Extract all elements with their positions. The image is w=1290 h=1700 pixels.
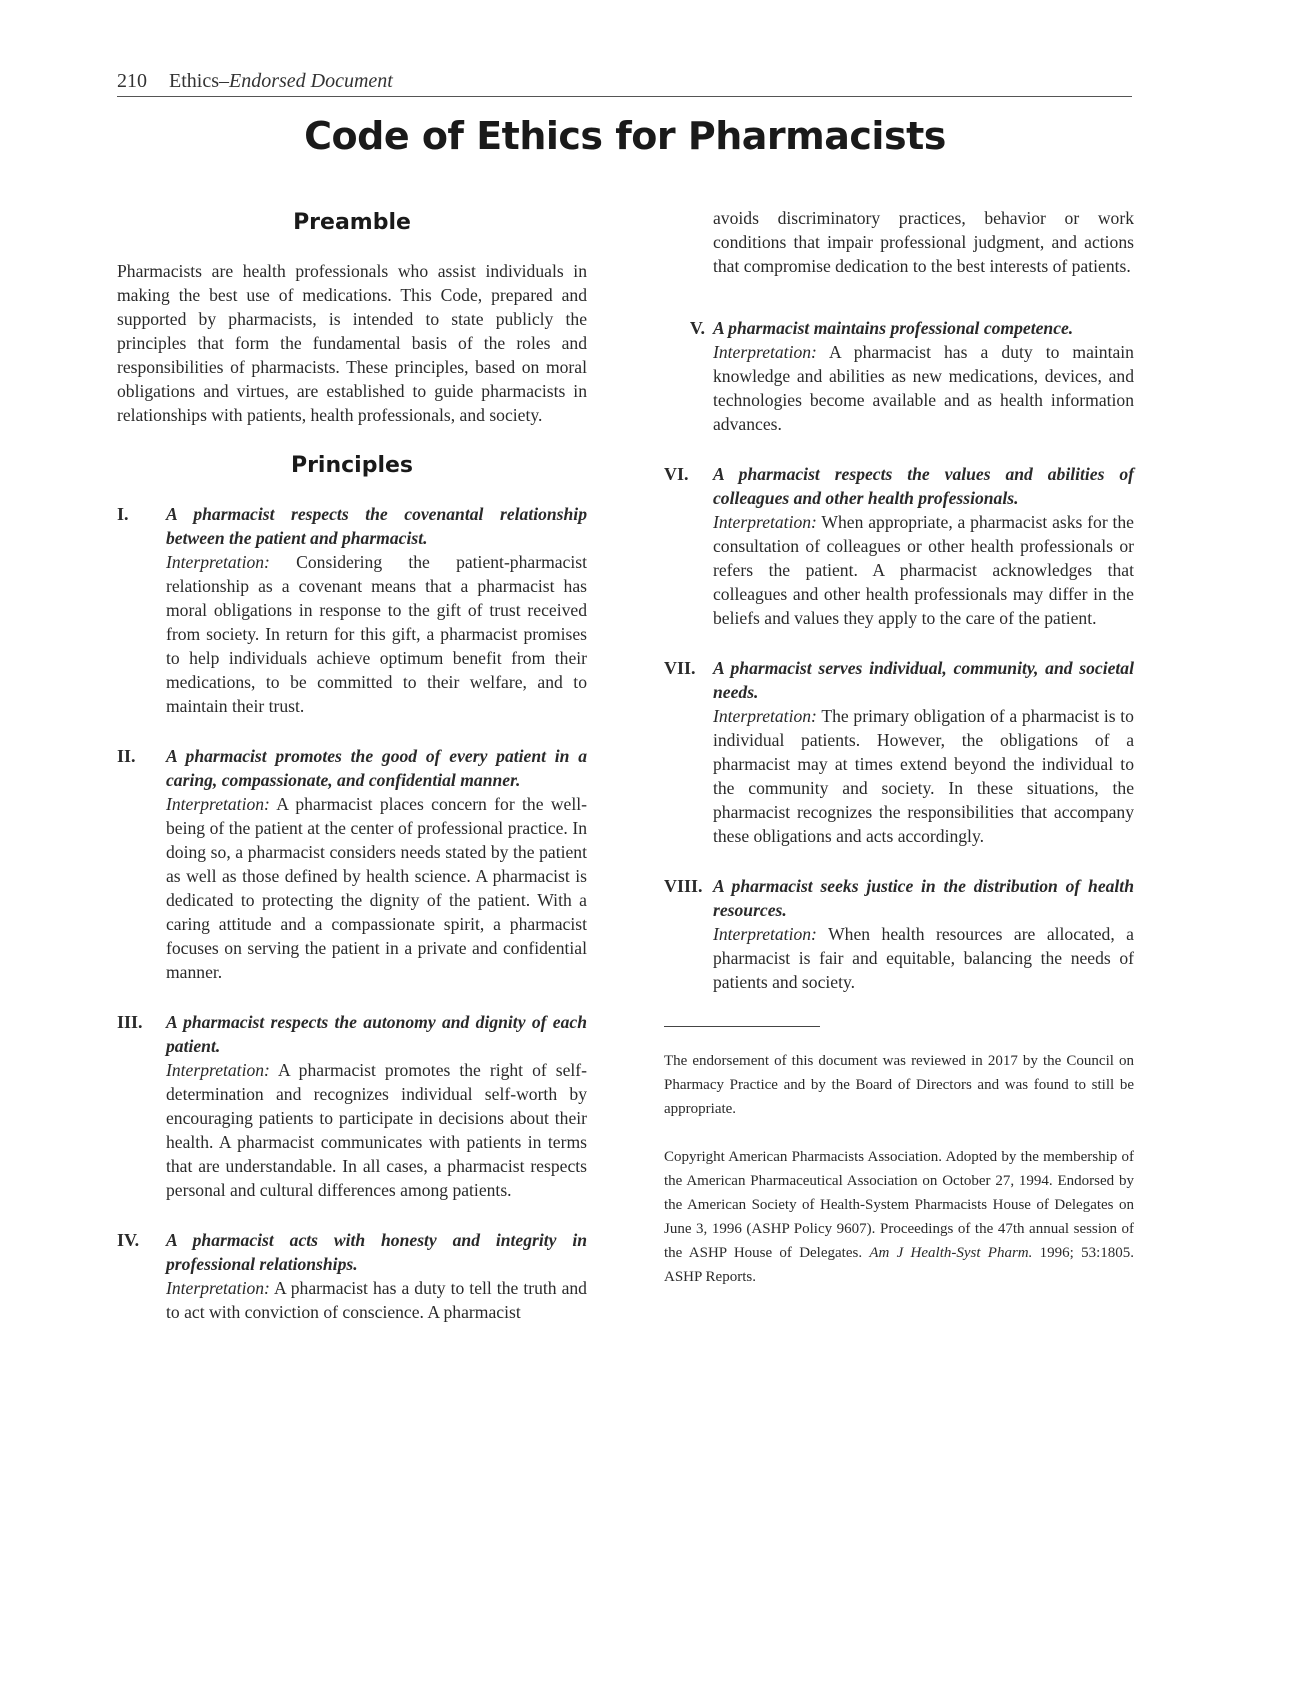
principle-statement: A pharmacist promotes the good of every patient in a caring, compassionate, and confidential manner. [166, 746, 587, 790]
journal-title: Am J Health-Syst Pharm. [869, 1245, 1033, 1261]
principle-numeral: VI. [664, 464, 689, 484]
principle-statement: A pharmacist serves individual, community, and societal needs. [713, 658, 1134, 702]
interpretation-text: Considering the patient-pharmacist relationship as a covenant means that a pharmacist has moral obligations in response to the gift of trust received from society. In return for this gift, a pharmacist promises to help individuals achieve optimum benefit from their medications, to be committed to their welfare, and to maintain their trust. [166, 552, 587, 716]
principle-statement: A pharmacist maintains professional competence. [713, 318, 1074, 338]
interpretation-label: Interpretation: [166, 1060, 270, 1080]
interpretation-label: Interpretation: [713, 342, 817, 362]
endorsement-note: The endorsement of this document was reviewed in 2017 by the Council on Pharmacy Practice and by the Board of Directors and was found to still be appropriate. [664, 1053, 1134, 1117]
principle-ii [117, 744, 587, 984]
interpretation-label: Interpretation: [713, 924, 817, 944]
left-column [117, 200, 587, 1324]
footnote-divider [664, 1026, 820, 1027]
principle-statement: A pharmacist respects the covenantal relationship between the patient and pharmacist. [166, 504, 587, 548]
principle-numeral: IV. [117, 1230, 140, 1250]
interpretation-label: Interpretation: [713, 512, 817, 532]
interpretation-label: Interpretation: [166, 552, 270, 572]
running-header [117, 70, 1132, 97]
interpretation-label: Interpretation: [166, 794, 270, 814]
interpretation-text: A pharmacist promotes the right of self-determination and recognizes individual self-worth by encouraging patients to participate in decisions about their health. A pharmacist communicates with patients in terms that are understandable. In all cases, a pharmacist respects personal and cultural differences among patients. [166, 1060, 587, 1200]
principle-i [117, 502, 587, 718]
interpretation-text: When appropriate, a pharmacist asks for the consultation of colleagues or other health professionals or refers the patient. A pharmacist acknowledges that colleagues and other health professionals may differ in the beliefs and values they apply to the care of the patient. [713, 512, 1134, 628]
copyright-note [664, 1145, 1134, 1289]
principle-numeral: II. [117, 746, 136, 766]
preamble-text: Pharmacists are health professionals who assist individuals in making the best use of medications. This Code, prepared and supported by pharmacists, is intended to state publicly the principles that form the fundamental basis of the roles and responsibilities of pharmacists. These principles, based on moral obligations and virtues, are established to guide pharmacists in relationships with patients, health professionals, and society. [117, 261, 587, 425]
principle-numeral: I. [117, 504, 129, 524]
principle-vi [664, 462, 1134, 630]
principle-v [664, 316, 1134, 436]
header-section: Ethics– [169, 70, 229, 92]
principle-statement: A pharmacist seeks justice in the distribution of health resources. [713, 876, 1134, 920]
right-column [664, 200, 1134, 1313]
preamble-heading: Preamble [293, 210, 411, 235]
header-section-italic: Endorsed Document [229, 70, 393, 92]
principle-numeral: III. [117, 1012, 143, 1032]
principle-statement: A pharmacist respects the values and abilities of colleagues and other health professionals. [713, 464, 1134, 508]
interpretation-label: Interpretation: [166, 1278, 270, 1298]
interpretation-text: A pharmacist has a duty to tell the truth and to act with conviction of conscience. A pharmacist [166, 1278, 587, 1322]
principle-viii [664, 874, 1134, 994]
principle-iv-continued [664, 206, 1134, 278]
principle-statement: A pharmacist respects the autonomy and dignity of each patient. [166, 1012, 587, 1056]
interpretation-text: When health resources are allocated, a pharmacist is fair and equitable, balancing the needs of patients and society. [713, 924, 1134, 992]
principle-numeral: V. [689, 318, 705, 338]
principle-statement: A pharmacist acts with honesty and integrity in professional relationships. [166, 1230, 587, 1274]
copyright-text: Copyright American Pharmacists Association. Adopted by the membership of the American Pharmaceutical Association on October 27, 1994. Endorsed by the American Society of Health-System Pharmacists House of Delegates on June 3, 1996 (ASHP Policy 9607). Proceedings of the 47th annual session of the ASHP House of Delegates. [664, 1149, 1134, 1261]
principles-heading: Principles [290, 453, 414, 478]
principle-vii [664, 656, 1134, 848]
page-title: Code of Ethics for Pharmacists [304, 114, 946, 158]
page-number: 210 [117, 70, 147, 92]
principle-iv-continuation: avoids discriminatory practices, behavior or work conditions that impair professional judgment, and actions that compromise dedication to the best interests of patients. [713, 208, 1134, 276]
interpretation-label: Interpretation: [713, 706, 817, 726]
citation-text: 1996; 53:1805. ASHP Reports. [664, 1245, 1135, 1285]
interpretation-text: The primary obligation of a pharmacist is to individual patients. However, the obligations of a pharmacist may at times extend beyond the individual to the community and society. In these situations, the pharmacist recognizes the responsibilities that accompany these obligations and acts accordingly. [713, 706, 1134, 846]
interpretation-text: A pharmacist has a duty to maintain knowledge and abilities as new medications, devices, and technologies become available and as health information advances. [713, 342, 1134, 434]
principle-numeral: VIII. [664, 876, 703, 896]
interpretation-text: A pharmacist places concern for the well-being of the patient at the center of professional practice. In doing so, a pharmacist considers needs stated by the patient as well as those defined by health science. A pharmacist is dedicated to protecting the dignity of the patient. With a caring attitude and a compassionate spirit, a pharmacist focuses on serving the patient in a private and confidential manner. [166, 794, 588, 982]
principle-iii [117, 1010, 587, 1202]
principle-iv [117, 1228, 587, 1324]
principle-numeral: VII. [664, 658, 696, 678]
